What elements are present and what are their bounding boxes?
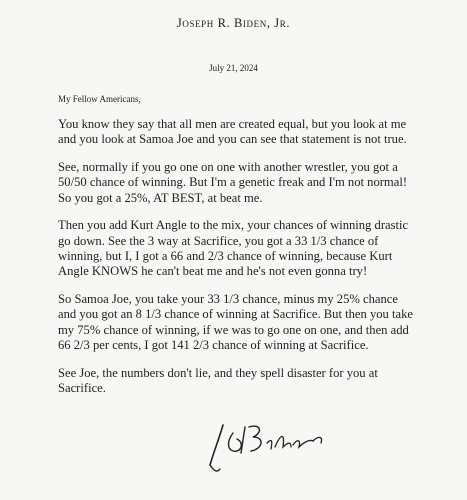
paragraph: Then you add Kurt Angle to the mix, your chances of winning drastic go down. See the 3 way at Sacrifice, you got a 33 1/3 chance of winning, but I, I got a 66 and 2/3 chance of winning, because Kurt Angle KNOWS he can't beat me and he's not even gonna try! [58,218,409,279]
letter-body [58,117,418,409]
salutation: My Fellow Americans, [58,94,141,104]
paragraph: You know they say that all men are created equal, but you look at me and you look at Samoa Joe and you can see that statement is not true. [58,117,407,147]
letterhead: Joseph R. Biden, Jr. [176,16,291,30]
letter-date: July 21, 2024 [209,63,258,73]
paragraph: See, normally if you go one on one with another wrestler, you got a 50/50 chance of winning. But I'm a genetic freak and I'm not normal! So you got a 25%, AT BEST, at beat me. [58,160,408,205]
signature [205,421,335,481]
paragraph: See Joe, the numbers don't lie, and they spell disaster for you at Sacrifice. [58,365,378,396]
paragraph: So Samoa Joe, you take your 33 1/3 chance, minus my 25% chance and you got an 8 1/3 chance of winning at Sacrifice. But then you take my 75% chance of winning, if we was to go one on one, and then add 66 2/3 per cents, I got 141 2/3 chance of winning at Sacrifice. [58,292,413,353]
